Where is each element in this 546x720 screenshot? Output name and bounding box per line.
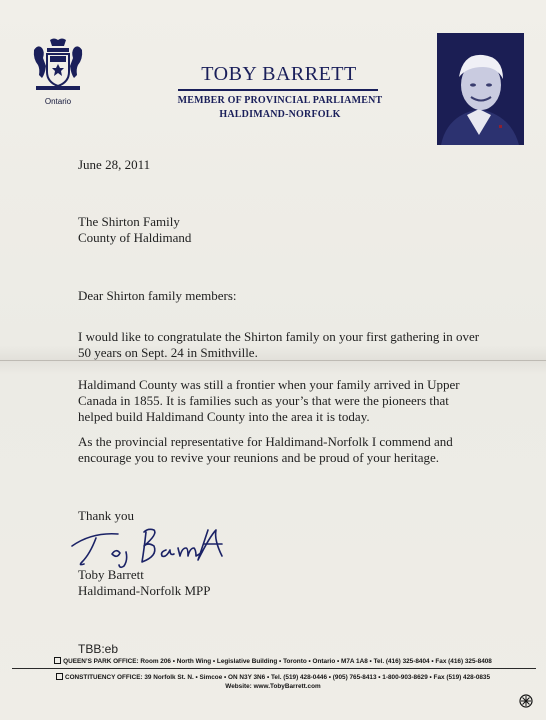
- paragraph-2-line: Canada in 1855. It is families such as your’s that were the pioneers that: [78, 393, 449, 408]
- ontario-crest-icon: [28, 36, 88, 96]
- signature-drawing: [68, 518, 248, 570]
- signer-title: Haldimand-Norfolk MPP: [78, 583, 211, 598]
- letterhead-rule: [178, 89, 378, 91]
- paragraph-3-line: As the provincial representative for Haldimand-Norfolk I commend and: [78, 434, 453, 449]
- salutation: Dear Shirton family members:: [78, 288, 237, 303]
- letter-date: June 28, 2011: [78, 157, 151, 172]
- footer-rule: [12, 668, 536, 669]
- paragraph-2-line: helped build Haldimand County into the area it is today.: [78, 409, 370, 424]
- constituency-address: CONSTITUENCY OFFICE: 39 Norfolk St. N. • Simcoe • ON N3Y 3N6 • Tel. (519) 428-0446 • (905) 765-8413 • 1-800-903-8629 • Fax (519) 428-0835: [64, 674, 491, 681]
- union-bug-icon: [519, 694, 533, 708]
- footer-website: Website: www.TobyBarrett.com: [225, 683, 321, 690]
- footer-queens-park: [0, 657, 546, 665]
- portrait-image: [437, 33, 524, 145]
- portrait-photo: [437, 33, 524, 145]
- signer-name: Toby Barrett: [78, 567, 144, 582]
- member-riding: HALDIMAND-NORFOLK: [219, 109, 341, 120]
- paragraph-1-line: I would like to congratulate the Shirton family on your first gathering in over: [78, 329, 480, 344]
- checkbox-square-icon: [56, 673, 63, 680]
- crest-label: Ontario: [44, 97, 72, 106]
- queens-park-address: QUEEN’S PARK OFFICE: Room 206 • North Wing • Legislative Building • Toronto • Ontario • M7A 1A8 • Tel. (416) 325-8404 • Fax (416) 325-8408: [63, 658, 492, 665]
- closing: Thank you: [78, 508, 134, 523]
- paragraph-1-line: 50 years on Sept. 24 in Smithville.: [78, 345, 258, 360]
- footer-constituency: [0, 673, 546, 681]
- paragraph-3-line: encourage you to revive your reunions and be proud of your heritage.: [78, 450, 439, 465]
- recipient-name: The Shirton Family: [78, 214, 180, 229]
- member-name: TOBY BARRETT: [201, 63, 357, 85]
- checkbox-square-icon: [54, 657, 61, 664]
- typist-initials: TBB:eb: [78, 642, 119, 656]
- paragraph-2-line: Haldimand County was still a frontier when your family arrived in Upper: [78, 377, 460, 392]
- member-title: MEMBER OF PROVINCIAL PARLIAMENT: [177, 95, 383, 106]
- recipient-county: County of Haldimand: [78, 230, 192, 245]
